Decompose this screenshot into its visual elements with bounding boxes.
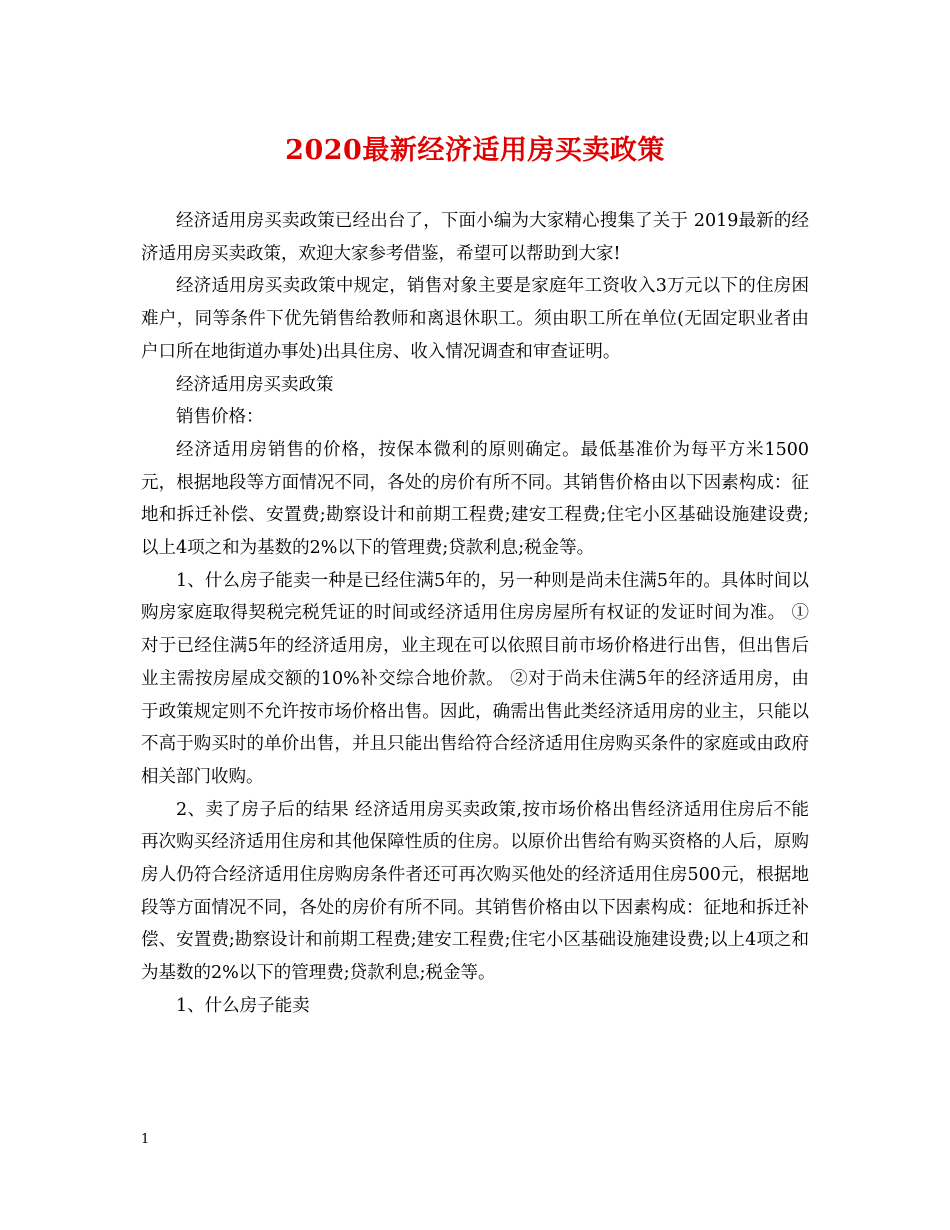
paragraph-after-sale: 2、卖了房子后的结果 经济适用房买卖政策,按市场价格出售经济适用住房后不能再次购买经济适用住房和其他保障性质的住房。以原价出售给有购买资格的人后，原购房人仍符合经济适用住房购房条件者还可再次购买他处的经济适用住房500元，根据地段等方面情况不同，各处的房价有所不同。其销售价格由以下因素构成：征地和拆迁补偿、安置费;勘察设计和前期工程费;建安工程费;住宅小区基础设施建设费;以上4项之和为基数的2%以下的管理费;贷款利息;税金等。 [141, 799, 809, 984]
paragraph-sales-target: 经济适用房买卖政策中规定，销售对象主要是家庭年工资收入3万元以下的住房困难户，同等条件下优先销售给教师和离退休职工。须由职工所在单位(无固定职业者由户口所在地街道办事处)出具住房、收入情况调查和审查证明。 [141, 276, 809, 362]
paragraph-which-can-sell: 1、什么房子能卖一种是已经住满5年的，另一种则是尚未住满5年的。具体时间以购房家庭取得契税完税凭证的时间或经济适用住房房屋所有权证的发证时间为准。 ①对于已经住满5年的经济适用房，业主现在可以依照目前市场价格进行出售，但出售后业主需按房屋成交额的10%补交综合地价款。 ②对于尚未住满5年的经济适用房，由于政策规定则不允许按市场价格出售。因此，确需出售此类经济适用房的业主，只能以不高于购买时的单价出售，并且只能出售给符合经济适用住房购买条件的家庭或由政府相关部门收购。 [141, 570, 809, 787]
paragraph-price-detail: 经济适用房销售的价格，按保本微利的原则确定。最低基准价为每平方米1500元，根据地段等方面情况不同，各处的房价有所不同。其销售价格由以下因素构成：征地和拆迁补偿、安置费;勘察设计和前期工程费;建安工程费;住宅小区基础设施建设费;以上4项之和为基数的2%以下的管理费;贷款利息;税金等。 [141, 439, 809, 559]
document-title: 2020最新经济适用房买卖政策 [285, 135, 665, 166]
paragraph-intro: 经济适用房买卖政策已经出台了，下面小编为大家精心搜集了关于 2019最新的经济适用房买卖政策，欢迎大家参考借鉴，希望可以帮助到大家! [141, 211, 809, 264]
paragraph-section-heading: 经济适用房买卖政策 [176, 374, 334, 395]
paragraph-which-can-sell-repeat: 1、什么房子能卖 [176, 995, 310, 1016]
page-number: 1 [141, 1132, 150, 1147]
document-body [141, 205, 809, 1023]
paragraph-price-heading: 销售价格： [176, 407, 264, 428]
